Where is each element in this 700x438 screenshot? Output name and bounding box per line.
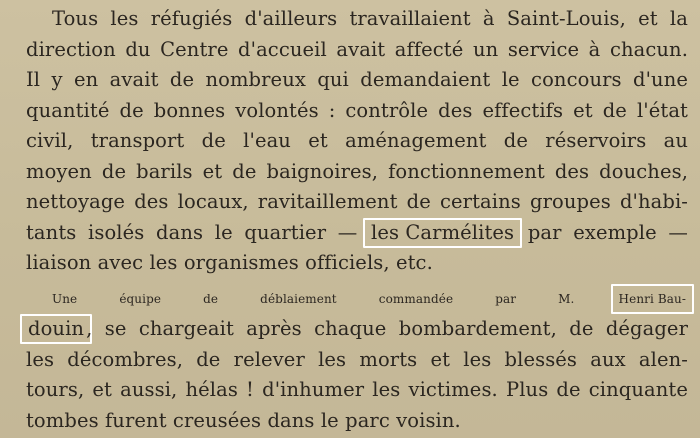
line-text-after: par exemple — [516,221,688,244]
text-line [26,312,688,346]
line-text: les décombres, de relever les morts et les blessés aux alen- [26,348,688,371]
line-text: moyen de barils et de baignoires, fonctionnement des douches, [26,160,688,183]
text-line [52,2,688,36]
highlighted-phrase: Henri Bau- [611,284,694,314]
line-text: tours, et aussi, hélas ! d'inhumer les victimes. Plus de cinquante [26,378,688,401]
line-text: tombes furent creusées dans le parc voisin. [26,409,461,432]
text-line [26,246,546,280]
text-line [26,155,688,189]
line-text: civil, transport de l'eau et aménagement de réservoirs au [26,129,688,152]
line-text: quantité de bonnes volontés : contrôle des effectifs et de l'état [26,99,688,122]
text-line [26,124,688,158]
text-line [26,373,688,407]
line-text: direction du Centre d'accueil avait affecté un service à chacun. [26,38,688,61]
highlighted-phrase: douin [20,314,92,344]
line-text-before: Une équipe de déblaiement commandée par M. [52,292,617,306]
text-line [26,343,688,377]
line-text-before: tants isolés dans le quartier — [26,221,370,244]
line-text: Tous les réfugiés d'ailleurs travaillaient à Saint-Louis, et la [52,7,688,30]
text-line [26,33,688,67]
highlighted-phrase: les Carmélites [363,218,522,248]
text-line [52,282,688,316]
text-line [26,94,688,128]
text-line [26,404,546,438]
line-text: nettoyage des locaux, ravitaillement de certains groupes d'habi- [26,190,688,213]
line-text: Il y en avait de nombreux qui demandaient le concours d'une [26,68,688,91]
text-line [26,216,688,250]
line-text-after: , se chargeait après chaque bombardement, de dégager [86,317,688,340]
text-line [26,63,688,97]
line-text: liaison avec les organismes officiels, etc. [26,251,433,274]
text-line [26,185,688,219]
